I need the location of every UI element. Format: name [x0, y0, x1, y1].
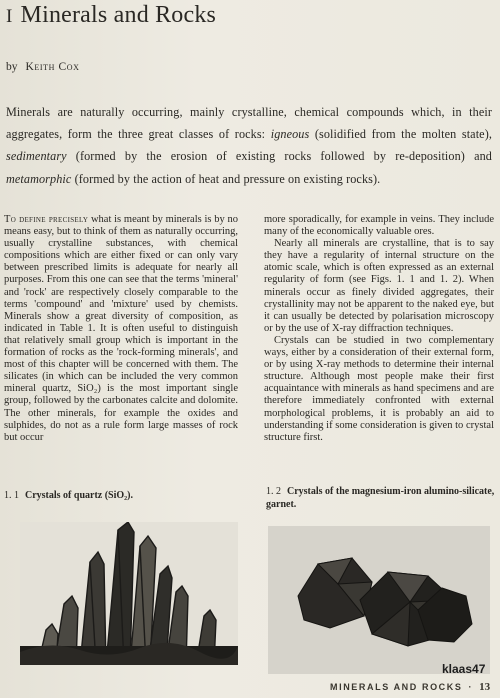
- term-sedimentary: sedimentary: [6, 149, 67, 164]
- author-name: Keith Cox: [25, 61, 80, 73]
- body-paragraph: Nearly all minerals are crystalline, that is to say they have a regularity of internal structure on the atomic scale, which is often expressed as an external regularity of form (see Figs. 1. 1 and 1. 2). When minerals occur as finely divided aggregates, their crystallinity may not be apparent to the naked eye, but it can usually be detected by polarisation microscopy or by the use of X-ray diffraction techniques.: [264, 238, 494, 334]
- intro-paragraph: [6, 101, 492, 190]
- garnet-crystals-photo: [268, 526, 490, 674]
- intro-text-3: (formed by the erosion of existing rocks followed by re-deposition) and: [66, 149, 492, 164]
- paragraph-lead: To define precisely: [4, 214, 89, 225]
- page-number: 13: [479, 681, 491, 693]
- body-paragraph: Crystals can be studied in two complementary ways, either by a consideration of their external form, or by using X-ray methods to determine their internal structure. Although most people make their first acquaintance with minerals as hand specimens and are therefore immediately confronted with external morphological problems, it is probably an aid to understanding if some consideration is given to crystal structure first.: [264, 334, 494, 443]
- term-metamorphic: metamorphic: [6, 171, 72, 186]
- figure-caption-2: [266, 486, 496, 511]
- body-column-right: [264, 214, 494, 444]
- running-head: MINERALS AND ROCKS: [330, 682, 463, 692]
- byline-prefix: by: [6, 61, 18, 73]
- figure-number: 1. 1: [4, 490, 19, 501]
- body-column-left: [4, 214, 238, 444]
- intro-text-2: (solidified from the molten state),: [309, 127, 492, 142]
- body-paragraph: more sporadically, for example in veins. They include many of the economically valuable ores.: [264, 214, 494, 238]
- figure-number: 1. 2: [266, 486, 281, 497]
- watermark: klaas47: [442, 662, 486, 676]
- running-footer: [330, 681, 495, 693]
- chapter-number: I: [6, 6, 13, 27]
- term-igneous: igneous: [270, 127, 310, 142]
- byline: [6, 61, 80, 73]
- footer-separator: ·: [468, 682, 474, 692]
- quartz-crystals-photo: [20, 522, 238, 665]
- chapter-title: Minerals and Rocks: [20, 2, 217, 28]
- intro-text-1: Minerals are naturally occurring, mainly crystalline, chemical compounds which, in their aggregates, form the three great classes of rocks:: [6, 105, 492, 142]
- figure-caption-text: Crystals of quartz (SiO₂).: [25, 490, 133, 501]
- intro-text-4: (formed by the action of heat and pressure on existing rocks).: [71, 171, 381, 186]
- figure-caption-1: [4, 490, 234, 503]
- body-paragraph: [4, 214, 238, 444]
- chapter-heading: [6, 2, 216, 30]
- figure-caption-text: Crystals of the magnesium-iron alumino-silicate, garnet.: [266, 486, 495, 510]
- body-text: what is meant by minerals is by no means easy, but to think of them as naturally occurring, usually crystalline substances, with chemical compositions which are either fixed or can only vary between prescribed limits is adequate for nearly all purposes. From this one can see that the terms 'mineral' and 'rock' are respectively closely comparable to the terms 'compound' and 'mixture' used by chemists. Minerals show a great diversity of composition, as indicated in Table 1. It is often useful to distinguish that relatively small group which is important in the formation of rocks as the 'rock-forming minerals', and most of this chapter will be concerned with them. The silicates (in which can be included the very common mineral quartz, SiO₂) is the most important single group, followed by the carbonates calcite and dolomite. The other minerals, for example the oxides and sulphides, do not as a rule form large masses of rock but occur: [4, 214, 238, 443]
